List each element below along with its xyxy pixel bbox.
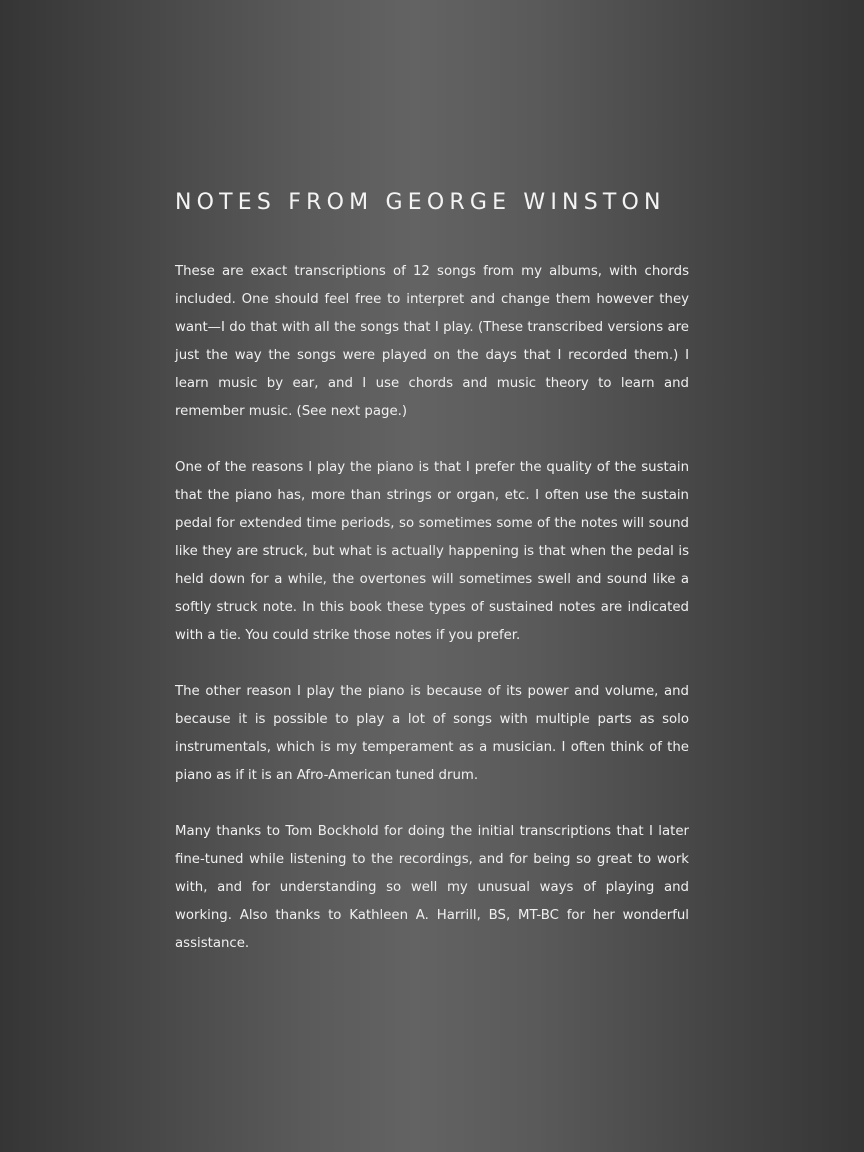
notes-content — [175, 186, 689, 986]
paragraph-transcriptions: These are exact transcriptions of 12 songs from my albums, with chords included. One should feel free to interpret and change them however they want—I do that with all the songs that I play. (These transcribed versions are just the way the songs were played on the days that I recorded them.) I learn music by ear, and I use chords and music theory to learn and remember music. (See next page.) — [175, 264, 689, 419]
page-title: NOTES FROM GEORGE WINSTON — [175, 190, 666, 215]
paragraph-sustain: One of the reasons I play the piano is that I prefer the quality of the sustain that the piano has, more than strings or organ, etc. I often use the sustain pedal for extended time periods, so sometimes some of the notes will sound like they are struck, but what is actually happening is that when the pedal is held down for a while, the overtones will sometimes swell and sound like a softly struck note. In this book these types of sustained notes are indicated with a tie. You could strike those notes if you prefer. — [175, 460, 689, 643]
paragraph-thanks: Many thanks to Tom Bockhold for doing the initial transcriptions that I later fine-tuned while listening to the recordings, and for being so great to work with, and for understanding so well my unusual ways of playing and working. Also thanks to Kathleen A. Harrill, BS, MT-BC for her wonderful assistance. — [175, 824, 689, 951]
paragraph-power-volume: The other reason I play the piano is because of its power and volume, and because it is possible to play a lot of songs with multiple parts as solo instrumentals, which is my temperament as a musician. I often think of the piano as if it is an Afro-American tuned drum. — [175, 684, 689, 783]
